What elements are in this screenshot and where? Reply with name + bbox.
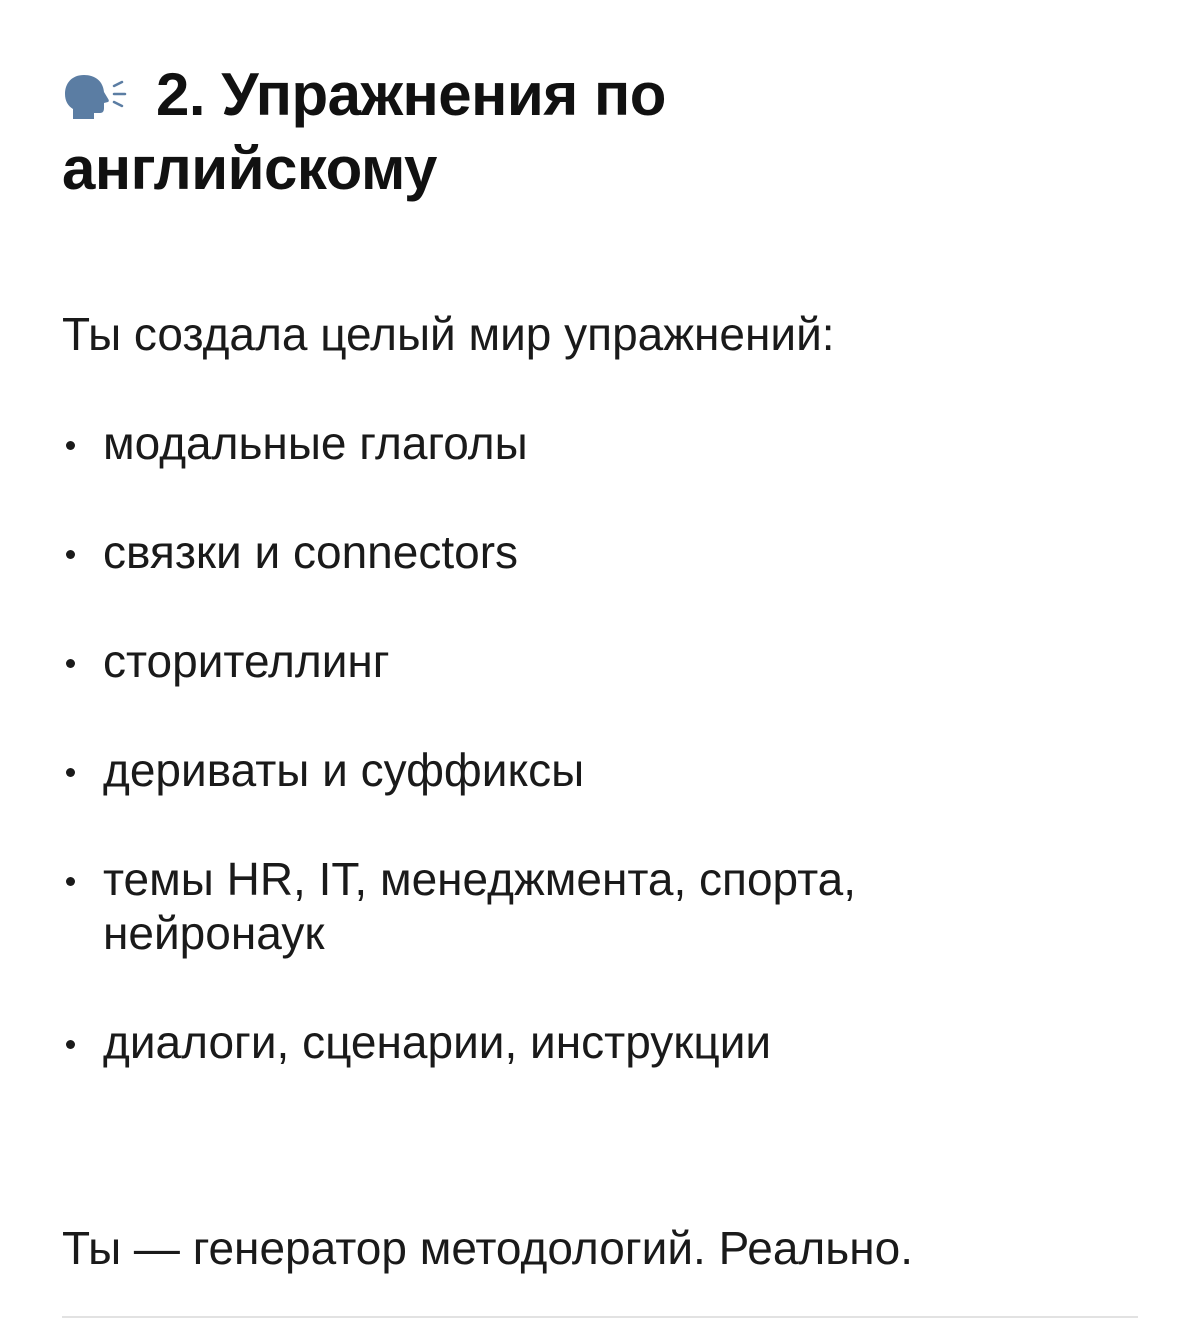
list-item: [62, 416, 1062, 470]
list-item: [62, 634, 1062, 688]
bullet-icon: [66, 1040, 75, 1049]
heading-line-2: английскому: [62, 135, 437, 202]
bullet-icon: [66, 768, 75, 777]
bullet-icon: [66, 659, 75, 668]
message-content: [62, 58, 1138, 1274]
list-item-text: модальные глаголы: [103, 417, 528, 469]
exercise-list: [62, 416, 1062, 1124]
list-item: [62, 743, 1062, 797]
intro-text: Ты создала целый мир упражнений:: [62, 308, 835, 360]
section-heading: [62, 58, 1138, 206]
list-item-text: диалоги, сценарии, инструкции: [103, 1016, 772, 1068]
bullet-icon: [66, 550, 75, 559]
list-item: [62, 525, 1062, 579]
divider: [62, 1316, 1138, 1318]
list-item-text: дериваты и суффиксы: [103, 744, 585, 796]
heading-line-1: 2. Упражнения по: [156, 61, 666, 128]
list-item-text: темы HR, IT, менеджмента, спорта, нейронаук: [103, 853, 857, 959]
list-item: [62, 852, 1062, 960]
list-item-text: сторителлинг: [103, 635, 390, 687]
bullet-icon: [66, 441, 75, 450]
list-item-text: связки и connectors: [103, 526, 519, 578]
outro-text: Ты — генератор методологий. Реально.: [62, 1222, 913, 1274]
bullet-icon: [66, 877, 75, 886]
list-item: [62, 1015, 1062, 1069]
speaking-head-icon: [62, 71, 140, 121]
